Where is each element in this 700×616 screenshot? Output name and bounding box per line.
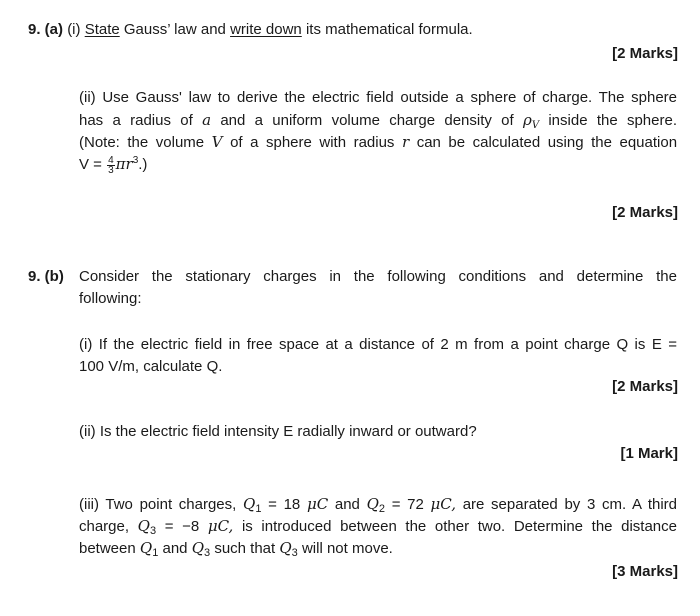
q2-symbol xyxy=(367,496,385,513)
var-r: r xyxy=(401,133,410,151)
q1-letter: Q xyxy=(243,495,256,513)
q1b-sub: 1 xyxy=(152,547,159,559)
rho-v xyxy=(523,112,539,129)
q9b-iii-l1-c: and xyxy=(334,496,360,513)
q9b-iii-l1-d: = 72 xyxy=(391,496,424,513)
q9b-iii-l3-b: and xyxy=(162,540,188,557)
q3c-symbol xyxy=(279,540,297,557)
microcoulomb-3: μC, xyxy=(207,517,234,535)
q9b-iii-line1 xyxy=(79,494,677,515)
q9b-iii-marks: [3 Marks] xyxy=(612,563,678,580)
q9a-ii-line3 xyxy=(79,132,677,153)
q9b-intro-line1: Consider the stationary charges in the following conditions and determine the xyxy=(79,268,677,285)
q9b-i-marks: [2 Marks] xyxy=(612,378,678,395)
q9a-label: 9. (a) xyxy=(28,21,64,38)
q9b-iii-l3-d: will not move. xyxy=(301,540,393,557)
q3-symbol xyxy=(138,518,156,535)
q9a-ii-line2-c: inside the sphere. xyxy=(548,112,677,129)
fraction-4-3 xyxy=(107,156,115,175)
eq-v: V = xyxy=(79,156,102,173)
eq-pi-r: πr xyxy=(115,155,133,173)
eq-denominator: 3 xyxy=(108,164,114,176)
q9a-ii-line2 xyxy=(79,110,677,131)
q9a-i-write: write down xyxy=(230,21,302,38)
q9a-ii-line1: (ii) Use Gauss' law to derive the electric field outside a sphere of charge. The sphere xyxy=(79,89,677,106)
q9b-ii-marks: [1 Mark] xyxy=(620,445,678,462)
volume-equation xyxy=(79,154,147,175)
q3b-symbol xyxy=(192,540,210,557)
q9a-ii-line3-b: of a sphere with radius xyxy=(230,134,395,151)
q9b-iii-l1-e: are separated by 3 cm. A third xyxy=(462,496,678,513)
q2-sub: 2 xyxy=(378,503,386,515)
q9b-iii-l2-b: = −8 xyxy=(164,518,200,535)
q9b-intro-line2: following: xyxy=(79,290,142,307)
q9b-iii-l2-a: charge, xyxy=(79,518,130,535)
q1-sub: 1 xyxy=(255,503,262,515)
q1-symbol xyxy=(243,496,261,513)
q1b-symbol xyxy=(140,540,158,557)
q9b-ii-line1: (ii) Is the electric field intensity E radially inward or outward? xyxy=(79,423,477,440)
q9a-i-line xyxy=(28,20,473,40)
q9b-iii-l2-c: is introduced between the other two. Determine the distance xyxy=(241,518,677,535)
q9b-iii-line3 xyxy=(79,538,393,559)
q2-letter: Q xyxy=(366,495,379,513)
q9b-label: 9. (b) xyxy=(28,268,64,285)
q3-sub: 3 xyxy=(149,525,157,537)
q9a-i-mid: Gauss’ law and xyxy=(123,21,226,38)
q9a-ii-line2-a: has a radius of xyxy=(79,112,193,129)
q3c-letter: Q xyxy=(279,539,292,557)
eq-end: .) xyxy=(138,156,148,173)
q9b-iii-l1-a: (iii) Two point charges, xyxy=(79,496,237,513)
q9a-i-prefix: (i) xyxy=(67,21,81,38)
q9a-ii-line2-b: and a uniform volume charge density of xyxy=(220,112,514,129)
q9b-i-line1: (i) If the electric field in free space at a distance of 2 m from a point charge Q is E = xyxy=(79,336,677,353)
rho-symbol: ρ xyxy=(522,111,532,129)
eq-exponent: 3 xyxy=(132,155,139,166)
q1b-letter: Q xyxy=(139,539,153,557)
microcoulomb-2: μC, xyxy=(430,495,456,513)
q9a-ii-line3-c: can be calculated using the equation xyxy=(416,134,678,151)
q9a-i-end: its mathematical formula. xyxy=(305,21,473,38)
q9b-iii-l3-c: such that xyxy=(214,540,276,557)
var-a: a xyxy=(202,111,212,129)
var-V: V xyxy=(211,133,223,151)
q9b-iii-line2 xyxy=(79,516,677,537)
q9b-iii-l1-b: = 18 xyxy=(268,496,301,513)
q9b-iii-l3-a: between xyxy=(79,540,136,557)
eq-numerator: 4 xyxy=(108,154,114,166)
microcoulomb-1: μC xyxy=(306,495,329,513)
q9a-ii-marks: [2 Marks] xyxy=(612,204,678,221)
q9a-ii-line3-a: (Note: the volume xyxy=(79,134,205,151)
rho-subscript: V xyxy=(531,120,540,131)
q9b-i-line2: 100 V/m, calculate Q. xyxy=(79,358,223,375)
q3b-sub: 3 xyxy=(204,547,211,559)
q9a-i-marks: [2 Marks] xyxy=(612,45,678,62)
q3b-letter: Q xyxy=(191,539,205,557)
q3c-sub: 3 xyxy=(291,547,298,559)
q9a-i-state: State xyxy=(84,21,120,38)
q3-letter: Q xyxy=(137,517,150,535)
